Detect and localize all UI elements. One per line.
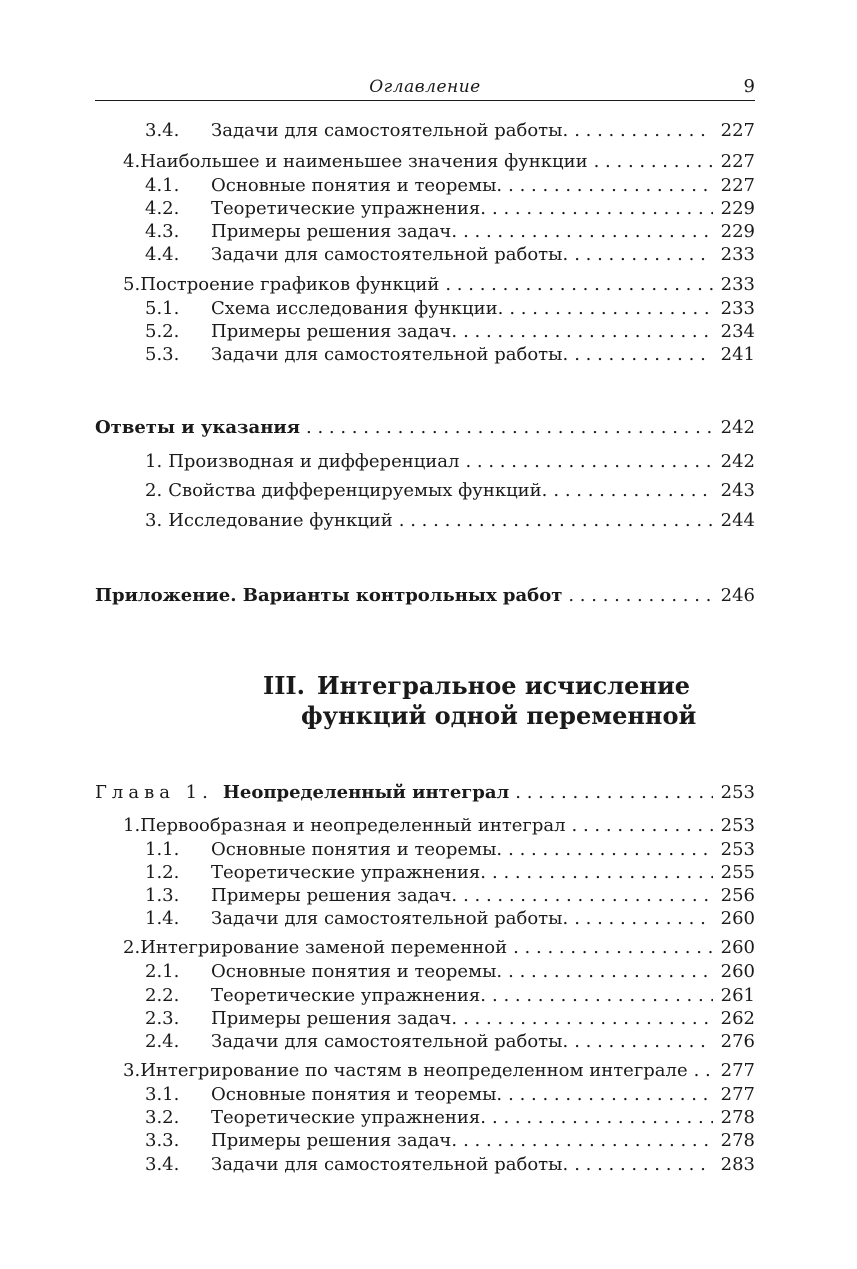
dot-leader <box>574 119 712 143</box>
dot-leader <box>594 150 713 174</box>
part-heading-line1 <box>251 671 690 701</box>
entry-page: 278 <box>720 1107 755 1128</box>
dot-leader <box>509 297 712 321</box>
entry-number: 3. <box>145 510 163 531</box>
dot-leader <box>574 1030 712 1054</box>
dot-leader <box>568 584 712 608</box>
entry-page: 253 <box>720 839 755 860</box>
entry-title: Ответы и указания <box>95 417 301 438</box>
entry-number: 3.1. <box>145 1084 180 1105</box>
toc-entry[interactable] <box>95 1106 755 1130</box>
toc-entry[interactable] <box>95 243 755 267</box>
entry-title: Основные понятия и теоремы. <box>211 175 503 196</box>
toc-entry[interactable] <box>95 509 755 533</box>
dot-leader <box>508 960 713 984</box>
entry-title: Наибольшее и наименьшее значения функции <box>140 151 588 172</box>
entry-title: Основные понятия и теоремы. <box>211 1084 503 1105</box>
toc-entry[interactable] <box>95 197 755 221</box>
entry-page: 260 <box>720 908 755 929</box>
dot-leader <box>463 220 713 244</box>
entry-number: 2. <box>145 480 163 501</box>
entry-page: 243 <box>720 480 755 501</box>
entry-number: 5. <box>123 274 141 295</box>
dot-leader <box>399 509 713 533</box>
dot-leader <box>463 1129 713 1153</box>
dot-leader <box>515 781 712 805</box>
entry-number: 2.4. <box>145 1031 180 1052</box>
entry-title: Задачи для самостоятельной работы. <box>211 1154 569 1175</box>
toc-entry[interactable] <box>95 320 755 344</box>
dot-leader <box>574 243 712 267</box>
toc-entry[interactable] <box>95 273 755 297</box>
toc-entry-appendix[interactable] <box>95 584 755 608</box>
entry-number: 1. <box>123 815 141 836</box>
toc-entry[interactable] <box>95 297 755 321</box>
entry-title: Задачи для самостоятельной работы. <box>211 344 569 365</box>
dot-leader <box>508 174 713 198</box>
running-head-title: Оглавление <box>369 77 481 97</box>
entry-number: 3.4. <box>145 120 180 141</box>
dot-leader <box>513 936 713 960</box>
page-number: 9 <box>743 76 755 97</box>
dot-leader <box>492 984 713 1008</box>
dot-leader <box>463 884 713 908</box>
entry-page: 233 <box>720 244 755 265</box>
entry-page: 277 <box>720 1060 755 1081</box>
entry-title: Интегрирование по частям в неопределенном интеграле <box>140 1060 688 1081</box>
entry-page: 260 <box>720 937 755 958</box>
dot-leader <box>492 861 713 885</box>
entry-number: 5.3. <box>145 344 180 365</box>
dot-leader <box>574 1153 712 1177</box>
dot-leader <box>492 197 713 221</box>
toc-entry[interactable] <box>95 150 755 174</box>
toc-entry[interactable] <box>95 450 755 474</box>
entry-page: 241 <box>720 344 755 365</box>
dot-leader <box>572 814 713 838</box>
entry-number: 3.2. <box>145 1107 180 1128</box>
entry-number: 3.3. <box>145 1130 180 1151</box>
entry-title: Свойства дифференцируемых функций. <box>168 480 548 501</box>
dot-leader <box>306 416 713 440</box>
entry-number: 1. <box>145 451 163 472</box>
entry-title: Производная и дифференциал <box>168 451 460 472</box>
entry-number: 4.1. <box>145 175 180 196</box>
entry-page: 227 <box>720 120 755 141</box>
entry-number: 3. <box>123 1060 141 1081</box>
entry-page: 255 <box>720 862 755 883</box>
entry-page: 256 <box>720 885 755 906</box>
dot-leader <box>463 1007 713 1031</box>
entry-page: 229 <box>720 198 755 219</box>
entry-page: 227 <box>720 175 755 196</box>
toc-entry[interactable] <box>95 343 755 367</box>
toc-entry[interactable] <box>95 1129 755 1153</box>
dot-leader <box>465 450 712 474</box>
entry-page: 242 <box>720 451 755 472</box>
entry-number: 4.4. <box>145 244 180 265</box>
running-head <box>95 74 755 101</box>
part-number: III. <box>262 671 306 700</box>
entry-title: Теоретические упражнения. <box>211 985 487 1006</box>
entry-page: 234 <box>720 321 755 342</box>
dot-leader <box>508 838 713 862</box>
entry-title: Построение графиков функций <box>140 274 440 295</box>
toc-entry[interactable] <box>95 960 755 984</box>
dot-leader <box>553 479 712 503</box>
entry-title: Теоретические упражнения. <box>211 862 487 883</box>
entry-page: 261 <box>720 985 755 1006</box>
part-title-line1: Интегральное исчисление <box>317 671 691 700</box>
entry-number: 4.2. <box>145 198 180 219</box>
entry-page: 246 <box>720 585 755 606</box>
entry-page: 227 <box>720 151 755 172</box>
entry-title: Задачи для самостоятельной работы. <box>211 1031 569 1052</box>
entry-title: Схема исследования функции. <box>211 298 504 319</box>
toc-entry[interactable] <box>95 1153 755 1177</box>
entry-page: 262 <box>720 1008 755 1029</box>
entry-title: Исследование функций <box>168 510 393 531</box>
toc-entry[interactable] <box>95 814 755 838</box>
entry-page: 229 <box>720 221 755 242</box>
entry-title: Примеры решения задач. <box>211 321 458 342</box>
chapter-title: Неопределенный интеграл <box>222 782 510 803</box>
entry-page: 242 <box>720 417 755 438</box>
chapter-label: Глава 1. <box>95 782 213 803</box>
entry-title: Задачи для самостоятельной работы. <box>211 120 569 141</box>
toc-entry[interactable] <box>95 174 755 198</box>
entry-page: 253 <box>720 782 755 803</box>
entry-title: Задачи для самостоятельной работы. <box>211 908 569 929</box>
entry-title: Примеры решения задач. <box>211 1008 458 1029</box>
entry-number: 2.1. <box>145 961 180 982</box>
entry-number: 4.3. <box>145 221 180 242</box>
entry-page: 253 <box>720 815 755 836</box>
dot-leader <box>445 273 712 297</box>
toc-entry[interactable] <box>95 907 755 931</box>
dot-leader <box>492 1106 713 1130</box>
entry-page: 233 <box>720 274 755 295</box>
entry-page: 244 <box>720 510 755 531</box>
part-heading <box>95 671 755 731</box>
toc-entry[interactable] <box>95 220 755 244</box>
entry-number: 2.2. <box>145 985 180 1006</box>
toc-entry[interactable] <box>95 984 755 1008</box>
entry-number: 2.3. <box>145 1008 180 1029</box>
entry-number: 1.4. <box>145 908 180 929</box>
entry-number: 4. <box>123 151 141 172</box>
toc-entry[interactable] <box>95 838 755 862</box>
dot-leader <box>694 1059 713 1083</box>
toc-entry[interactable] <box>95 1030 755 1054</box>
entry-page: 260 <box>720 961 755 982</box>
entry-number: 5.2. <box>145 321 180 342</box>
entry-page: 283 <box>720 1154 755 1175</box>
entry-title: Теоретические упражнения. <box>211 1107 487 1128</box>
entry-number: 1.1. <box>145 839 180 860</box>
entry-title: Основные понятия и теоремы. <box>211 961 503 982</box>
dot-leader <box>574 907 712 931</box>
entry-title: Интегрирование заменой переменной <box>140 937 508 958</box>
toc-entry[interactable] <box>95 1059 755 1083</box>
toc-entry-answers[interactable] <box>95 416 755 440</box>
entry-title: Примеры решения задач. <box>211 221 458 242</box>
dot-leader <box>463 320 713 344</box>
entry-title: Первообразная и неопределенный интеграл <box>140 815 566 836</box>
toc-entry[interactable] <box>95 1083 755 1107</box>
dot-leader <box>508 1083 713 1107</box>
toc-entry[interactable] <box>95 1007 755 1031</box>
entry-number: 2. <box>123 937 141 958</box>
entry-page: 278 <box>720 1130 755 1151</box>
entry-number: 1.2. <box>145 862 180 883</box>
toc-entry[interactable] <box>95 936 755 960</box>
part-title-line2: функций одной переменной <box>301 701 697 730</box>
toc-entry[interactable] <box>95 479 755 503</box>
entry-page: 277 <box>720 1084 755 1105</box>
entry-title: Основные понятия и теоремы. <box>211 839 503 860</box>
entry-title: Примеры решения задач. <box>211 885 458 906</box>
entry-title: Примеры решения задач. <box>211 1130 458 1151</box>
entry-page: 276 <box>720 1031 755 1052</box>
toc-entry-chapter[interactable] <box>95 781 755 805</box>
toc-entry[interactable] <box>95 861 755 885</box>
entry-number: 1.3. <box>145 885 180 906</box>
entry-title: Теоретические упражнения. <box>211 198 487 219</box>
toc-entry[interactable] <box>95 119 755 143</box>
entry-number: 3.4. <box>145 1154 180 1175</box>
dot-leader <box>574 343 712 367</box>
entry-title: Задачи для самостоятельной работы. <box>211 244 569 265</box>
toc-entry[interactable] <box>95 884 755 908</box>
entry-title: Приложение. Варианты контрольных работ <box>95 585 563 606</box>
entry-page: 233 <box>720 298 755 319</box>
entry-number: 5.1. <box>145 298 180 319</box>
